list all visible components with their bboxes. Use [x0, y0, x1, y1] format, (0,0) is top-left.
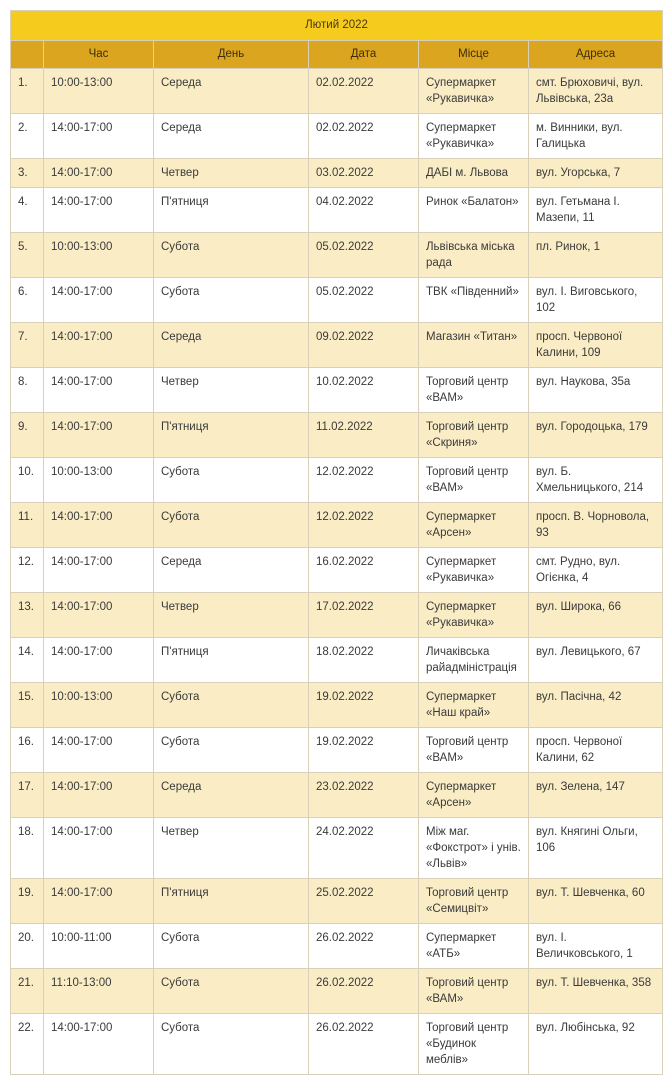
cell-day: Середа: [154, 773, 309, 818]
cell-address: м. Винники, вул. Галицька: [529, 114, 663, 159]
table-row: [11, 458, 663, 503]
cell-date: 05.02.2022: [309, 233, 419, 278]
table-body: [11, 69, 663, 1075]
cell-place: Торговий центр «Семицвіт»: [419, 879, 529, 924]
table-row: [11, 159, 663, 188]
cell-date: 23.02.2022: [309, 773, 419, 818]
cell-place: Торговий центр «Скриня»: [419, 413, 529, 458]
cell-place: Супермаркет «Рукавичка»: [419, 114, 529, 159]
cell-date: 09.02.2022: [309, 323, 419, 368]
cell-number: 18.: [11, 818, 44, 879]
table-row: [11, 969, 663, 1014]
cell-date: 26.02.2022: [309, 969, 419, 1014]
column-header-number: [11, 41, 44, 69]
cell-place: Супермаркет «Рукавичка»: [419, 69, 529, 114]
cell-number: 15.: [11, 683, 44, 728]
cell-date: 02.02.2022: [309, 69, 419, 114]
cell-date: 02.02.2022: [309, 114, 419, 159]
cell-date: 12.02.2022: [309, 503, 419, 548]
cell-place: Між маг. «Фокстрот» і унів. «Львів»: [419, 818, 529, 879]
cell-time: 14:00-17:00: [44, 773, 154, 818]
cell-day: П'ятниця: [154, 638, 309, 683]
table-row: [11, 69, 663, 114]
table-title-row: [11, 11, 663, 41]
cell-date: 26.02.2022: [309, 1014, 419, 1075]
table-row: [11, 278, 663, 323]
cell-time: 14:00-17:00: [44, 114, 154, 159]
cell-number: 12.: [11, 548, 44, 593]
cell-day: Середа: [154, 69, 309, 114]
cell-address: пл. Ринок, 1: [529, 233, 663, 278]
cell-time: 10:00-13:00: [44, 458, 154, 503]
cell-time: 10:00-11:00: [44, 924, 154, 969]
table-row: [11, 323, 663, 368]
cell-place: Львівська міська рада: [419, 233, 529, 278]
cell-day: Субота: [154, 969, 309, 1014]
cell-number: 11.: [11, 503, 44, 548]
cell-address: вул. І. Величковського, 1: [529, 924, 663, 969]
table-title: Лютий 2022: [11, 11, 663, 41]
cell-address: вул. Широка, 66: [529, 593, 663, 638]
cell-time: 11:10-13:00: [44, 969, 154, 1014]
cell-number: 16.: [11, 728, 44, 773]
cell-date: 25.02.2022: [309, 879, 419, 924]
cell-day: Субота: [154, 924, 309, 969]
cell-address: просп. В. Чорновола, 93: [529, 503, 663, 548]
cell-date: 12.02.2022: [309, 458, 419, 503]
cell-place: Ринок «Балатон»: [419, 188, 529, 233]
table-row: [11, 1014, 663, 1075]
column-header-address: Адреса: [529, 41, 663, 69]
schedule-container: [10, 10, 662, 1075]
cell-number: 6.: [11, 278, 44, 323]
column-header-date: Дата: [309, 41, 419, 69]
cell-day: Середа: [154, 114, 309, 159]
cell-address: вул. Б. Хмельницького, 214: [529, 458, 663, 503]
cell-day: Середа: [154, 323, 309, 368]
table-header-row: [11, 41, 663, 69]
cell-number: 8.: [11, 368, 44, 413]
cell-time: 14:00-17:00: [44, 188, 154, 233]
cell-address: просп. Червоної Калини, 109: [529, 323, 663, 368]
cell-time: 14:00-17:00: [44, 548, 154, 593]
cell-place: Супермаркет «АТБ»: [419, 924, 529, 969]
cell-time: 14:00-17:00: [44, 818, 154, 879]
cell-date: 19.02.2022: [309, 683, 419, 728]
cell-day: Субота: [154, 503, 309, 548]
cell-date: 04.02.2022: [309, 188, 419, 233]
column-header-time: Час: [44, 41, 154, 69]
cell-number: 1.: [11, 69, 44, 114]
cell-place: Супермаркет «Арсен»: [419, 503, 529, 548]
cell-place: ДАБІ м. Львова: [419, 159, 529, 188]
cell-address: смт. Брюховичі, вул. Львівська, 23а: [529, 69, 663, 114]
cell-number: 4.: [11, 188, 44, 233]
cell-number: 9.: [11, 413, 44, 458]
cell-place: Торговий центр «ВАМ»: [419, 969, 529, 1014]
cell-place: Супермаркет «Рукавичка»: [419, 593, 529, 638]
cell-day: П'ятниця: [154, 879, 309, 924]
cell-address: вул. І. Виговського, 102: [529, 278, 663, 323]
cell-date: 18.02.2022: [309, 638, 419, 683]
table-row: [11, 368, 663, 413]
cell-number: 20.: [11, 924, 44, 969]
cell-time: 14:00-17:00: [44, 728, 154, 773]
cell-address: вул. Любінська, 92: [529, 1014, 663, 1075]
cell-address: вул. Т. Шевченка, 358: [529, 969, 663, 1014]
table-row: [11, 188, 663, 233]
cell-address: вул. Т. Шевченка, 60: [529, 879, 663, 924]
table-row: [11, 114, 663, 159]
cell-time: 10:00-13:00: [44, 683, 154, 728]
cell-date: 11.02.2022: [309, 413, 419, 458]
cell-address: вул. Зелена, 147: [529, 773, 663, 818]
table-row: [11, 683, 663, 728]
cell-time: 14:00-17:00: [44, 413, 154, 458]
cell-time: 10:00-13:00: [44, 69, 154, 114]
cell-time: 14:00-17:00: [44, 638, 154, 683]
cell-day: Субота: [154, 683, 309, 728]
schedule-table: [10, 10, 663, 1075]
cell-date: 10.02.2022: [309, 368, 419, 413]
cell-place: Супермаркет «Рукавичка»: [419, 548, 529, 593]
cell-address: просп. Червоної Калини, 62: [529, 728, 663, 773]
table-row: [11, 548, 663, 593]
cell-number: 22.: [11, 1014, 44, 1075]
cell-number: 13.: [11, 593, 44, 638]
cell-address: вул. Угорська, 7: [529, 159, 663, 188]
cell-place: Торговий центр «Будинок меблів»: [419, 1014, 529, 1075]
cell-number: 3.: [11, 159, 44, 188]
table-row: [11, 924, 663, 969]
cell-date: 17.02.2022: [309, 593, 419, 638]
cell-number: 2.: [11, 114, 44, 159]
cell-number: 7.: [11, 323, 44, 368]
cell-date: 24.02.2022: [309, 818, 419, 879]
cell-time: 14:00-17:00: [44, 323, 154, 368]
cell-number: 14.: [11, 638, 44, 683]
cell-day: Субота: [154, 458, 309, 503]
cell-day: П'ятниця: [154, 413, 309, 458]
cell-time: 10:00-13:00: [44, 233, 154, 278]
cell-day: Четвер: [154, 593, 309, 638]
cell-place: Супермаркет «Арсен»: [419, 773, 529, 818]
cell-date: 03.02.2022: [309, 159, 419, 188]
table-row: [11, 638, 663, 683]
cell-address: вул. Городоцька, 179: [529, 413, 663, 458]
cell-time: 14:00-17:00: [44, 278, 154, 323]
column-header-day: День: [154, 41, 309, 69]
cell-place: Торговий центр «ВАМ»: [419, 368, 529, 413]
cell-time: 14:00-17:00: [44, 1014, 154, 1075]
table-row: [11, 818, 663, 879]
cell-number: 5.: [11, 233, 44, 278]
table-row: [11, 503, 663, 548]
cell-day: Субота: [154, 1014, 309, 1075]
cell-day: Середа: [154, 548, 309, 593]
cell-number: 17.: [11, 773, 44, 818]
cell-day: Субота: [154, 233, 309, 278]
cell-address: смт. Рудно, вул. Огієнка, 4: [529, 548, 663, 593]
cell-time: 14:00-17:00: [44, 368, 154, 413]
column-header-place: Місце: [419, 41, 529, 69]
cell-day: Четвер: [154, 368, 309, 413]
cell-place: Торговий центр «ВАМ»: [419, 458, 529, 503]
cell-place: Личаківська райадміністрація: [419, 638, 529, 683]
cell-number: 21.: [11, 969, 44, 1014]
cell-address: вул. Левицького, 67: [529, 638, 663, 683]
cell-date: 16.02.2022: [309, 548, 419, 593]
cell-time: 14:00-17:00: [44, 503, 154, 548]
cell-number: 19.: [11, 879, 44, 924]
cell-address: вул. Пасічна, 42: [529, 683, 663, 728]
cell-day: Субота: [154, 278, 309, 323]
cell-time: 14:00-17:00: [44, 879, 154, 924]
table-row: [11, 233, 663, 278]
table-row: [11, 413, 663, 458]
cell-day: П'ятниця: [154, 188, 309, 233]
cell-day: Субота: [154, 728, 309, 773]
table-row: [11, 773, 663, 818]
table-row: [11, 879, 663, 924]
cell-day: Четвер: [154, 818, 309, 879]
table-row: [11, 728, 663, 773]
cell-place: ТВК «Південний»: [419, 278, 529, 323]
cell-place: Супермаркет «Наш край»: [419, 683, 529, 728]
table-row: [11, 593, 663, 638]
cell-time: 14:00-17:00: [44, 159, 154, 188]
cell-address: вул. Гетьмана І. Мазепи, 11: [529, 188, 663, 233]
cell-time: 14:00-17:00: [44, 593, 154, 638]
cell-number: 10.: [11, 458, 44, 503]
cell-place: Торговий центр «ВАМ»: [419, 728, 529, 773]
cell-place: Магазин «Титан»: [419, 323, 529, 368]
cell-address: вул. Наукова, 35а: [529, 368, 663, 413]
cell-date: 19.02.2022: [309, 728, 419, 773]
cell-day: Четвер: [154, 159, 309, 188]
cell-address: вул. Княгині Ольги, 106: [529, 818, 663, 879]
cell-date: 05.02.2022: [309, 278, 419, 323]
cell-date: 26.02.2022: [309, 924, 419, 969]
